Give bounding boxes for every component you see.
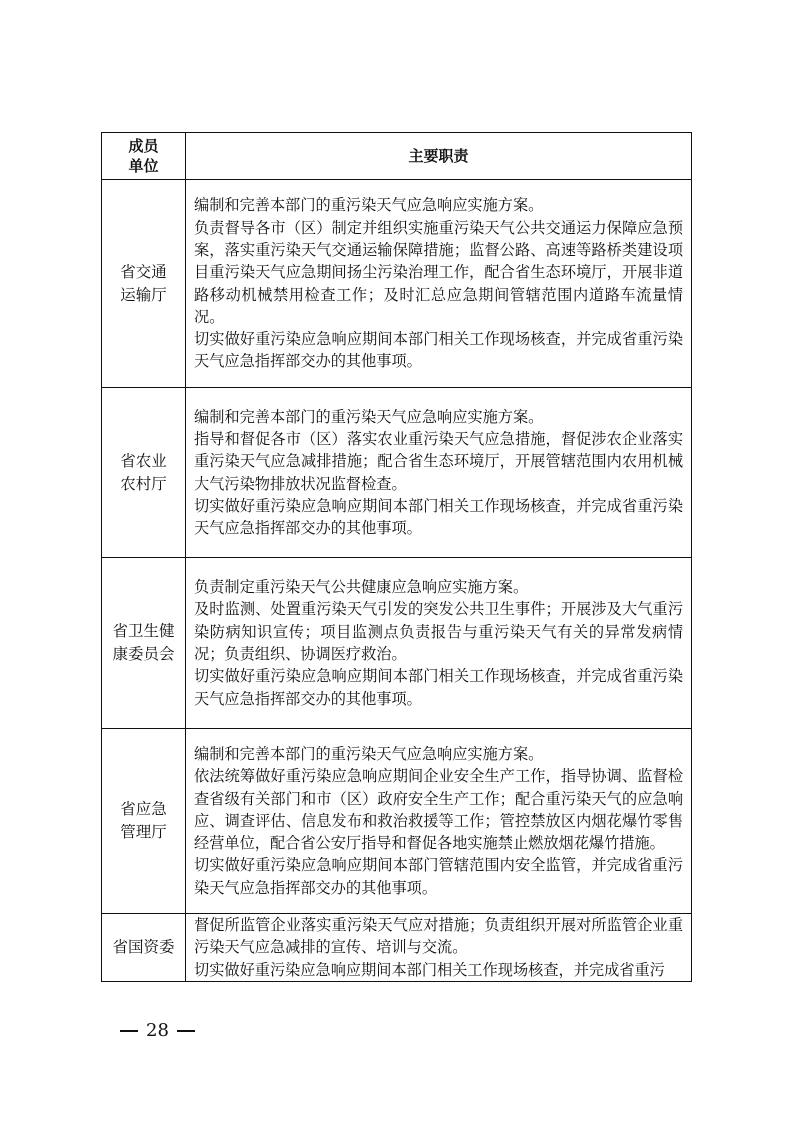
header-unit-cell xyxy=(102,133,186,180)
page-number: 28 xyxy=(146,1020,169,1041)
duty-paragraph: 督促所监管企业落实重污染天气应对措施；负责组织开展对所监管企业重污染天气应急减排的宣传、培训与交流。 xyxy=(194,916,683,957)
unit-cell xyxy=(102,729,186,914)
unit-cell xyxy=(102,914,186,982)
unit-name-line1: 省国资委 xyxy=(112,938,175,956)
table-row xyxy=(102,388,692,558)
duty-paragraph: 切实做好重污染应急响应期间本部门相关工作现场核查，并完成省重污染天气应急指挥部交办的其他事项。 xyxy=(194,667,683,708)
unit-name-line2: 管理厅 xyxy=(120,823,167,841)
unit-cell xyxy=(102,558,186,729)
duties-clip xyxy=(194,914,683,980)
header-duty-cell: 主要职责 xyxy=(186,133,692,180)
duty-paragraph: 编制和完善本部门的重污染天气应急响应实施方案。 xyxy=(194,196,544,215)
duty-paragraph: 切实做好重污染应急响应期间本部门管辖范围内安全监管，并完成省重污染天气应急指挥部交办的其他事项。 xyxy=(194,856,683,897)
duty-paragraph: 负责督导各市（区）制定并组织实施重污染天气公共交通运力保障应急预案，落实重污染天气交通运输保障措施；监督公路、高速等路桥类建设项目重污染天气应急期间扬尘污染治理工作，配合省生态环境厅，开展非道路移动机械禁用检查工作；及时汇总应急期间管辖范围内道路车流量情况。 xyxy=(194,218,683,326)
member-duties-table xyxy=(101,132,692,982)
table-row xyxy=(102,729,692,914)
unit-cell xyxy=(102,388,186,558)
unit-cell xyxy=(102,180,186,388)
duty-paragraph: 依法统筹做好重污染应急响应期间企业安全生产工作，指导协调、监督检查省级有关部门和市（区）政府安全生产工作；配合重污染天气的应急响应、调查评估、信息发布和救治救援等工作；管控禁放区内烟花爆竹零售经营单位，配合省公安厅指导和督促各地实施禁止燃放烟花爆竹措施。 xyxy=(194,767,683,853)
table-row xyxy=(102,180,692,388)
duties-cell xyxy=(186,388,692,558)
duty-paragraph: 及时监测、处置重污染天气引发的突发公共卫生事件；开展涉及大气重污染防病知识宣传；项目监测点负责报告与重污染天气有关的异常发病情况；负责组织、协调医疗救治。 xyxy=(194,600,683,663)
duties-cell xyxy=(186,180,692,388)
duty-paragraph: 编制和完善本部门的重污染天气应急响应实施方案。 xyxy=(194,407,544,426)
footer-dash-left xyxy=(120,1030,138,1032)
duties-cell xyxy=(186,558,692,729)
duties-cell xyxy=(186,914,692,982)
duty-paragraph: 切实做好重污染应急响应期间本部门相关工作现场核查，并完成省重污染天气应急指挥部交办的其他事项。 xyxy=(194,330,683,371)
unit-name-line2: 农村厅 xyxy=(120,474,167,493)
table-row xyxy=(102,914,692,982)
unit-name-line1: 省应急 xyxy=(120,800,167,818)
duty-paragraph: 编制和完善本部门的重污染天气应急响应实施方案。 xyxy=(194,744,544,763)
duty-paragraph: 负责制定重污染天气公共健康应急响应实施方案。 xyxy=(194,578,529,597)
duty-paragraph: 切实做好重污染应急响应期间本部门相关工作现场核查，并完成省重污 xyxy=(194,960,665,979)
duty-paragraph: 切实做好重污染应急响应期间本部门相关工作现场核查，并完成省重污染天气应急指挥部交办的其他事项。 xyxy=(194,496,683,538)
duty-paragraph: 指导和督促各市（区）落实农业重污染天气应急措施，督促涉农企业落实重污染天气应急减排措施；配合省生态环境厅，开展管辖范围内农用机械大气污染物排放状况监督检查。 xyxy=(194,429,683,493)
page-footer xyxy=(120,1020,195,1041)
unit-name-line1: 省卫生健 xyxy=(112,622,175,640)
footer-dash-right xyxy=(177,1030,195,1032)
table-row xyxy=(102,558,692,729)
header-unit-line1: 成员 xyxy=(128,137,159,155)
unit-name-line1: 省农业 xyxy=(120,451,167,470)
duties-cell xyxy=(186,729,692,914)
unit-name-line2: 运输厅 xyxy=(120,285,167,304)
unit-name-line1: 省交通 xyxy=(120,262,167,281)
table-header-row xyxy=(102,133,692,180)
header-unit-line2: 单位 xyxy=(128,157,159,175)
unit-name-line2: 康委员会 xyxy=(112,645,175,663)
